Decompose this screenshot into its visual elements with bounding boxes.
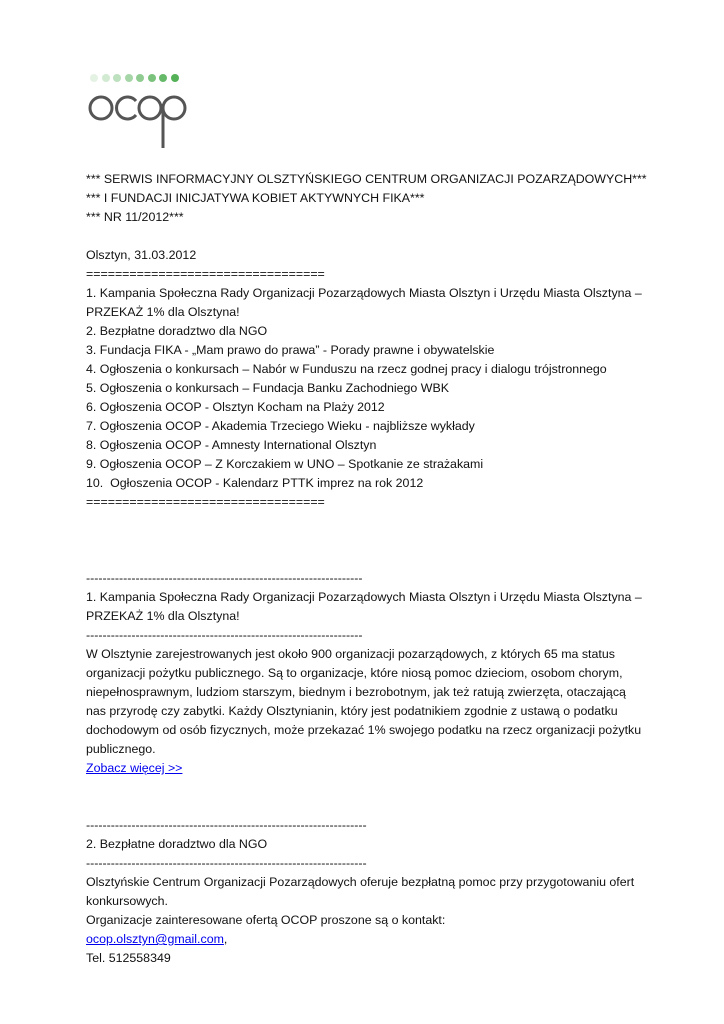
email-suffix: , bbox=[223, 932, 228, 946]
date-line: Olsztyn, 31.03.2012 bbox=[86, 248, 197, 262]
toc-item: 8. Ogłoszenia OCOP - Amnesty International Olsztyn bbox=[86, 438, 377, 452]
section-paragraph: konkursowych. bbox=[86, 894, 168, 908]
logo-dot bbox=[159, 74, 167, 82]
toc-item: 6. Ogłoszenia OCOP - Olsztyn Kocham na Plaży 2012 bbox=[86, 400, 385, 414]
toc-item: 10. Ogłoszenia OCOP - Kalendarz PTTK imprez na rok 2012 bbox=[86, 476, 424, 490]
logo-dot bbox=[102, 74, 110, 82]
ocop-logo bbox=[86, 72, 190, 154]
logo-dot bbox=[136, 74, 144, 82]
toc-item: 9. Ogłoszenia OCOP – Z Korczakiem w UNO – Spotkanie ze strażakami bbox=[86, 457, 484, 471]
toc-item: PRZEKAŻ 1% dla Olsztyna! bbox=[86, 305, 240, 319]
toc-item: 3. Fundacja FIKA - „Mam prawo do prawa” - Porady prawne i obywatelskie bbox=[86, 343, 495, 357]
separator: ================================= bbox=[86, 495, 325, 509]
separator: ------------------------------------------------------------------- bbox=[86, 628, 363, 642]
section-paragraph: niepełnosprawnym, ludziom starszym, biednym i bezrobotnym, jak też ratują zwierzęta, otaczającą bbox=[86, 685, 626, 699]
section-title: PRZEKAŻ 1% dla Olsztyna! bbox=[86, 609, 240, 623]
logo-dot bbox=[148, 74, 156, 82]
section-paragraph: nas przyrodę czy zabytki. Każdy Olsztynianin, który jest podatnikiem zgodnie z ustawą o podatku bbox=[86, 704, 618, 718]
newsletter-body bbox=[86, 170, 646, 968]
logo-dot bbox=[125, 74, 133, 82]
section-paragraph: dochodowym od osób fizycznych, może przekazać 1% swojego podatku na rzecz organizacji pożytku bbox=[86, 723, 642, 737]
toc-item: 5. Ogłoszenia o konkursach – Fundacja Banku Zachodniego WBK bbox=[86, 381, 449, 395]
phone-line: Tel. 512558349 bbox=[86, 951, 171, 965]
toc-item: 4. Ogłoszenia o konkursach – Nabór w Funduszu na rzecz godnej pracy i dialogu trójstronnego bbox=[86, 362, 607, 376]
toc-item: 1. Kampania Społeczna Rady Organizacji Pozarządowych Miasta Olsztyn i Urzędu Miasta Olsztyna – bbox=[86, 286, 642, 300]
separator: ------------------------------------------------------------------- bbox=[86, 571, 363, 585]
logo-dot bbox=[171, 74, 179, 82]
more-link[interactable]: Zobacz więcej >> bbox=[86, 761, 183, 775]
section-title: 1. Kampania Społeczna Rady Organizacji Pozarządowych Miasta Olsztyn i Urzędu Miasta Olsztyna – bbox=[86, 590, 642, 604]
section-paragraph: organizacji pożytku publicznego. Są to organizacje, które niosą pomoc dzieciom, osobom chorym, bbox=[86, 666, 623, 680]
section-paragraph: W Olsztynie zarejestrowanych jest około 900 organizacji pozarządowych, z których 65 ma status bbox=[86, 647, 615, 661]
header-line-1: *** SERWIS INFORMACYJNY OLSZTYŃSKIEGO CENTRUM ORGANIZACJI POZARZĄDOWYCH*** bbox=[86, 172, 647, 186]
logo-wordmark bbox=[86, 90, 190, 154]
section-paragraph: publicznego. bbox=[86, 742, 156, 756]
section-title: 2. Bezpłatne doradztwo dla NGO bbox=[86, 837, 268, 851]
toc-item: 7. Ogłoszenia OCOP - Akademia Trzeciego Wieku - najbliższe wykłady bbox=[86, 419, 475, 433]
table-of-contents bbox=[86, 284, 646, 493]
header-line-3: *** NR 11/2012*** bbox=[86, 210, 184, 224]
section-paragraph: Organizacje zainteresowane ofertą OCOP proszone są o kontakt: bbox=[86, 913, 446, 927]
logo-dot bbox=[90, 74, 98, 82]
toc-item: 2. Bezpłatne doradztwo dla NGO bbox=[86, 324, 268, 338]
section-1 bbox=[86, 569, 646, 778]
header-line-2: *** I FUNDACJI INICJATYWA KOBIET AKTYWNYCH FIKA*** bbox=[86, 191, 425, 205]
section-2 bbox=[86, 816, 646, 968]
logo-dot bbox=[113, 74, 121, 82]
separator: -------------------------------------------------------------------- bbox=[86, 818, 367, 832]
separator: -------------------------------------------------------------------- bbox=[86, 856, 367, 870]
email-link[interactable]: ocop.olsztyn@gmail.com bbox=[86, 932, 224, 946]
separator: ================================= bbox=[86, 267, 325, 281]
section-paragraph: Olsztyńskie Centrum Organizacji Pozarządowych oferuje bezpłatną pomoc przy przygotowaniu ofert bbox=[86, 875, 635, 889]
